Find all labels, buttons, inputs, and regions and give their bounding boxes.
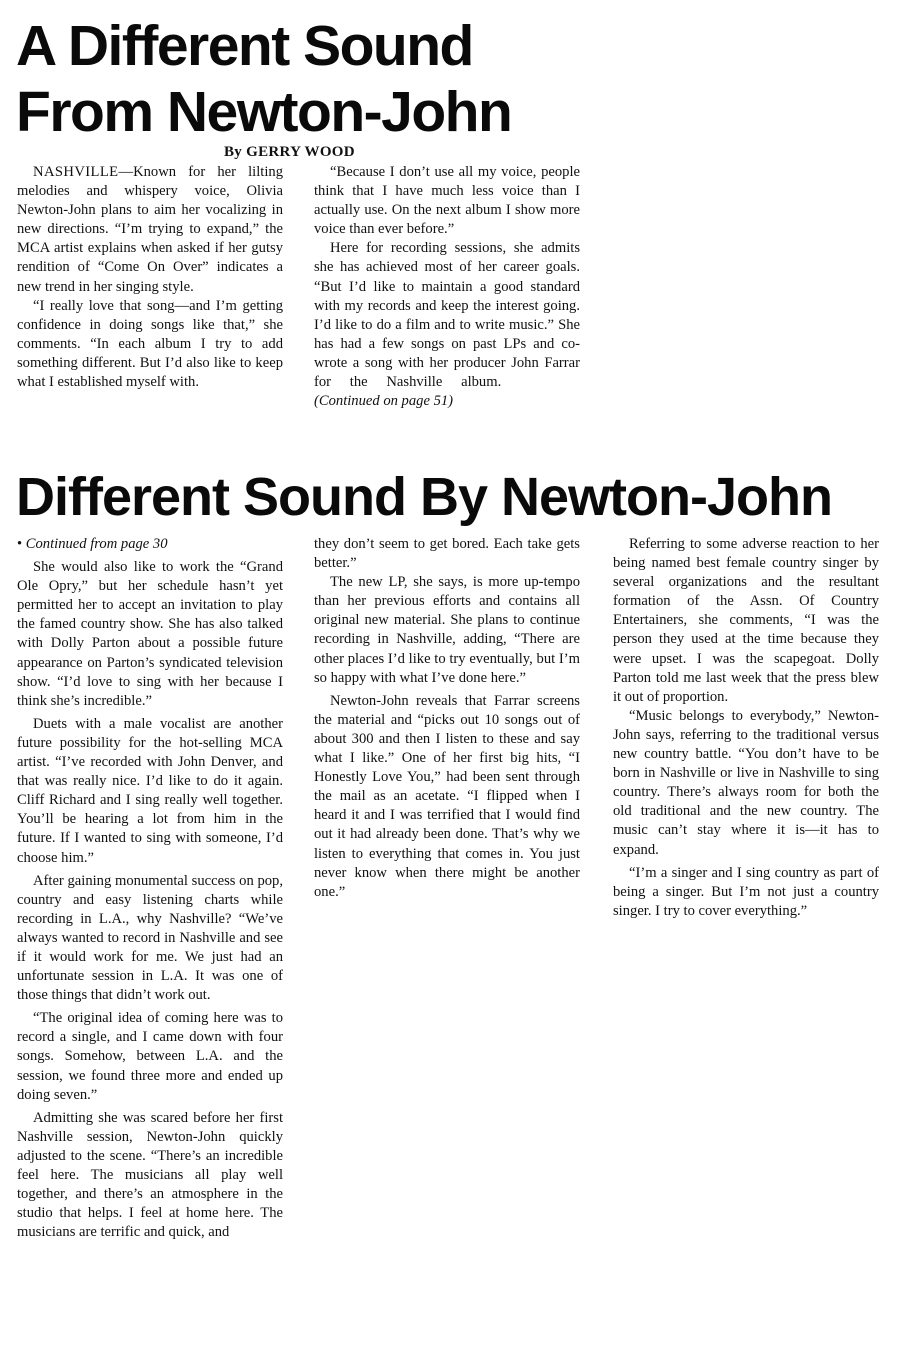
article-column-2 (314, 163, 580, 411)
continued-from-note: Continued from page 30 (25, 536, 168, 552)
jump-line (17, 535, 283, 554)
paragraph-text: Here for recording sessions, she admits she has achieved most of her career goals. “But I’d like to maintain a good standard with my records and keep the interest going. I’d like to do a film and to write music.” She has had a few songs on past LPs and co-wrote a song with her producer John Farrar for the Nashville album. (314, 240, 580, 391)
paragraph: After gaining monumental success on pop, country and easy listening charts while recording in L.A., why Nashville? “We’ve always wanted to record in Nashville and see if it would work for me. We just had an unfortunate session in L.A. It was one of those things that didn’t work out. (17, 872, 283, 1004)
headline-line-1: A Different Sound (16, 14, 473, 78)
dateline: NASHVILLE (33, 164, 119, 180)
paragraph: “I really love that song—and I’m getting confidence in doing songs like that,” she comments. “In each album I try to add something different. But I’d also like to keep what I established myself with. (17, 297, 283, 391)
paragraph: they don’t seem to get bored. Each take gets better.” (314, 536, 580, 572)
byline: By GERRY WOOD (224, 144, 355, 160)
paragraph: Newton-John reveals that Farrar screens the material and “picks out 10 songs out of about 300 and then I listen to these and say what I like.” One of her first big hits, “I Honestly Love You,” had been sent through the mail as an acetate. “I flipped when I heard it and I was terrified that I would find out it had already been done. That’s why we listen to everything that comes in. You just never know when there might be another one.” (314, 692, 580, 900)
paragraph: The new LP, she says, is more up-tempo than her previous efforts and contains all original new material. She plans to continue recording in Nashville, adding, “There are other places I’d like to try eventually, but I’m so happy with what I’ve done here.” (314, 574, 580, 686)
paragraph: She would also like to work the “Grand Ole Opry,” but her schedule hasn’t yet permitted her to accept an invitation to play the famed country show. She has also talked with Dolly Parton about a possible future appearance on Parton’s syndicated television show. “I’d love to sing with her because I think she’s incredible.” (17, 559, 283, 709)
article-column-1 (17, 163, 283, 392)
paragraph: “The original idea of coming here was to record a single, and I came down with four songs. Somehow, between L.A. and the session, we found three more and ended up doing seven.” (17, 1010, 283, 1103)
paragraph-text: —Known for her lilting melodies and whispery voice, Olivia Newton-John plans to aim her vocalizing in new directions. “I’m trying to expand,” the MCA artist explains when asked if her gutsy rendition of “Come On Over” indicates a new trend in her singing style. (17, 164, 283, 295)
paragraph: Referring to some adverse reaction to her being named best female country singer by several organizations and the resultant formation of the Assn. Of Country Entertainers, she comments, “I was the person they used at the time because they were upset. I was the scapegoat. Dolly Parton told me last week that the press blew it out of proportion. (613, 536, 879, 705)
continued-on-note: (Continued on page 51) (314, 393, 454, 410)
continuation-column-1 (17, 535, 283, 1242)
continuation-column-3 (613, 535, 879, 921)
paragraph: Duets with a male vocalist are another future possibility for the hot-selling MCA artist. “I’ve recorded with John Denver, and that was really nice. I’d like to do it again. Cliff Richard and I sing really well together. You’ll be hearing a lot from him in the future. If I wanted to sing with someone, I’d choose him.” (17, 715, 283, 866)
paragraph: “Music belongs to everybody,” Newton-John says, referring to the traditional versus new country battle. “You don’t have to be born in Nashville or live in Nashville to sing country. There’s always room for both the old traditional and the new country. The music can’t stay where it is—it has to expand. (613, 707, 879, 858)
continuation-headline: Different Sound By Newton-John (16, 467, 832, 527)
headline-line-2: From Newton-John (16, 80, 512, 144)
continuation-column-2 (314, 535, 580, 902)
bullet-icon: • (17, 536, 23, 552)
paragraph (17, 163, 283, 297)
paragraph: “Because I don’t use all my voice, people think that I have much less voice than I actually use. On the next album I show more voice than ever before.” (314, 164, 580, 238)
paragraph: “I’m a singer and I sing country as part of being a singer. But I’m not just a country singer. I try to cover everything.” (613, 864, 879, 919)
paragraph (314, 239, 580, 411)
paragraph: Admitting she was scared before her first Nashville session, Newton-John quickly adjusted to the scene. “There’s an incredible feel here. The musicians all play well together, and there’s an atmosphere in the studio that helps. I feel at home here. The musicians are terrific and quick, and (17, 1109, 283, 1241)
